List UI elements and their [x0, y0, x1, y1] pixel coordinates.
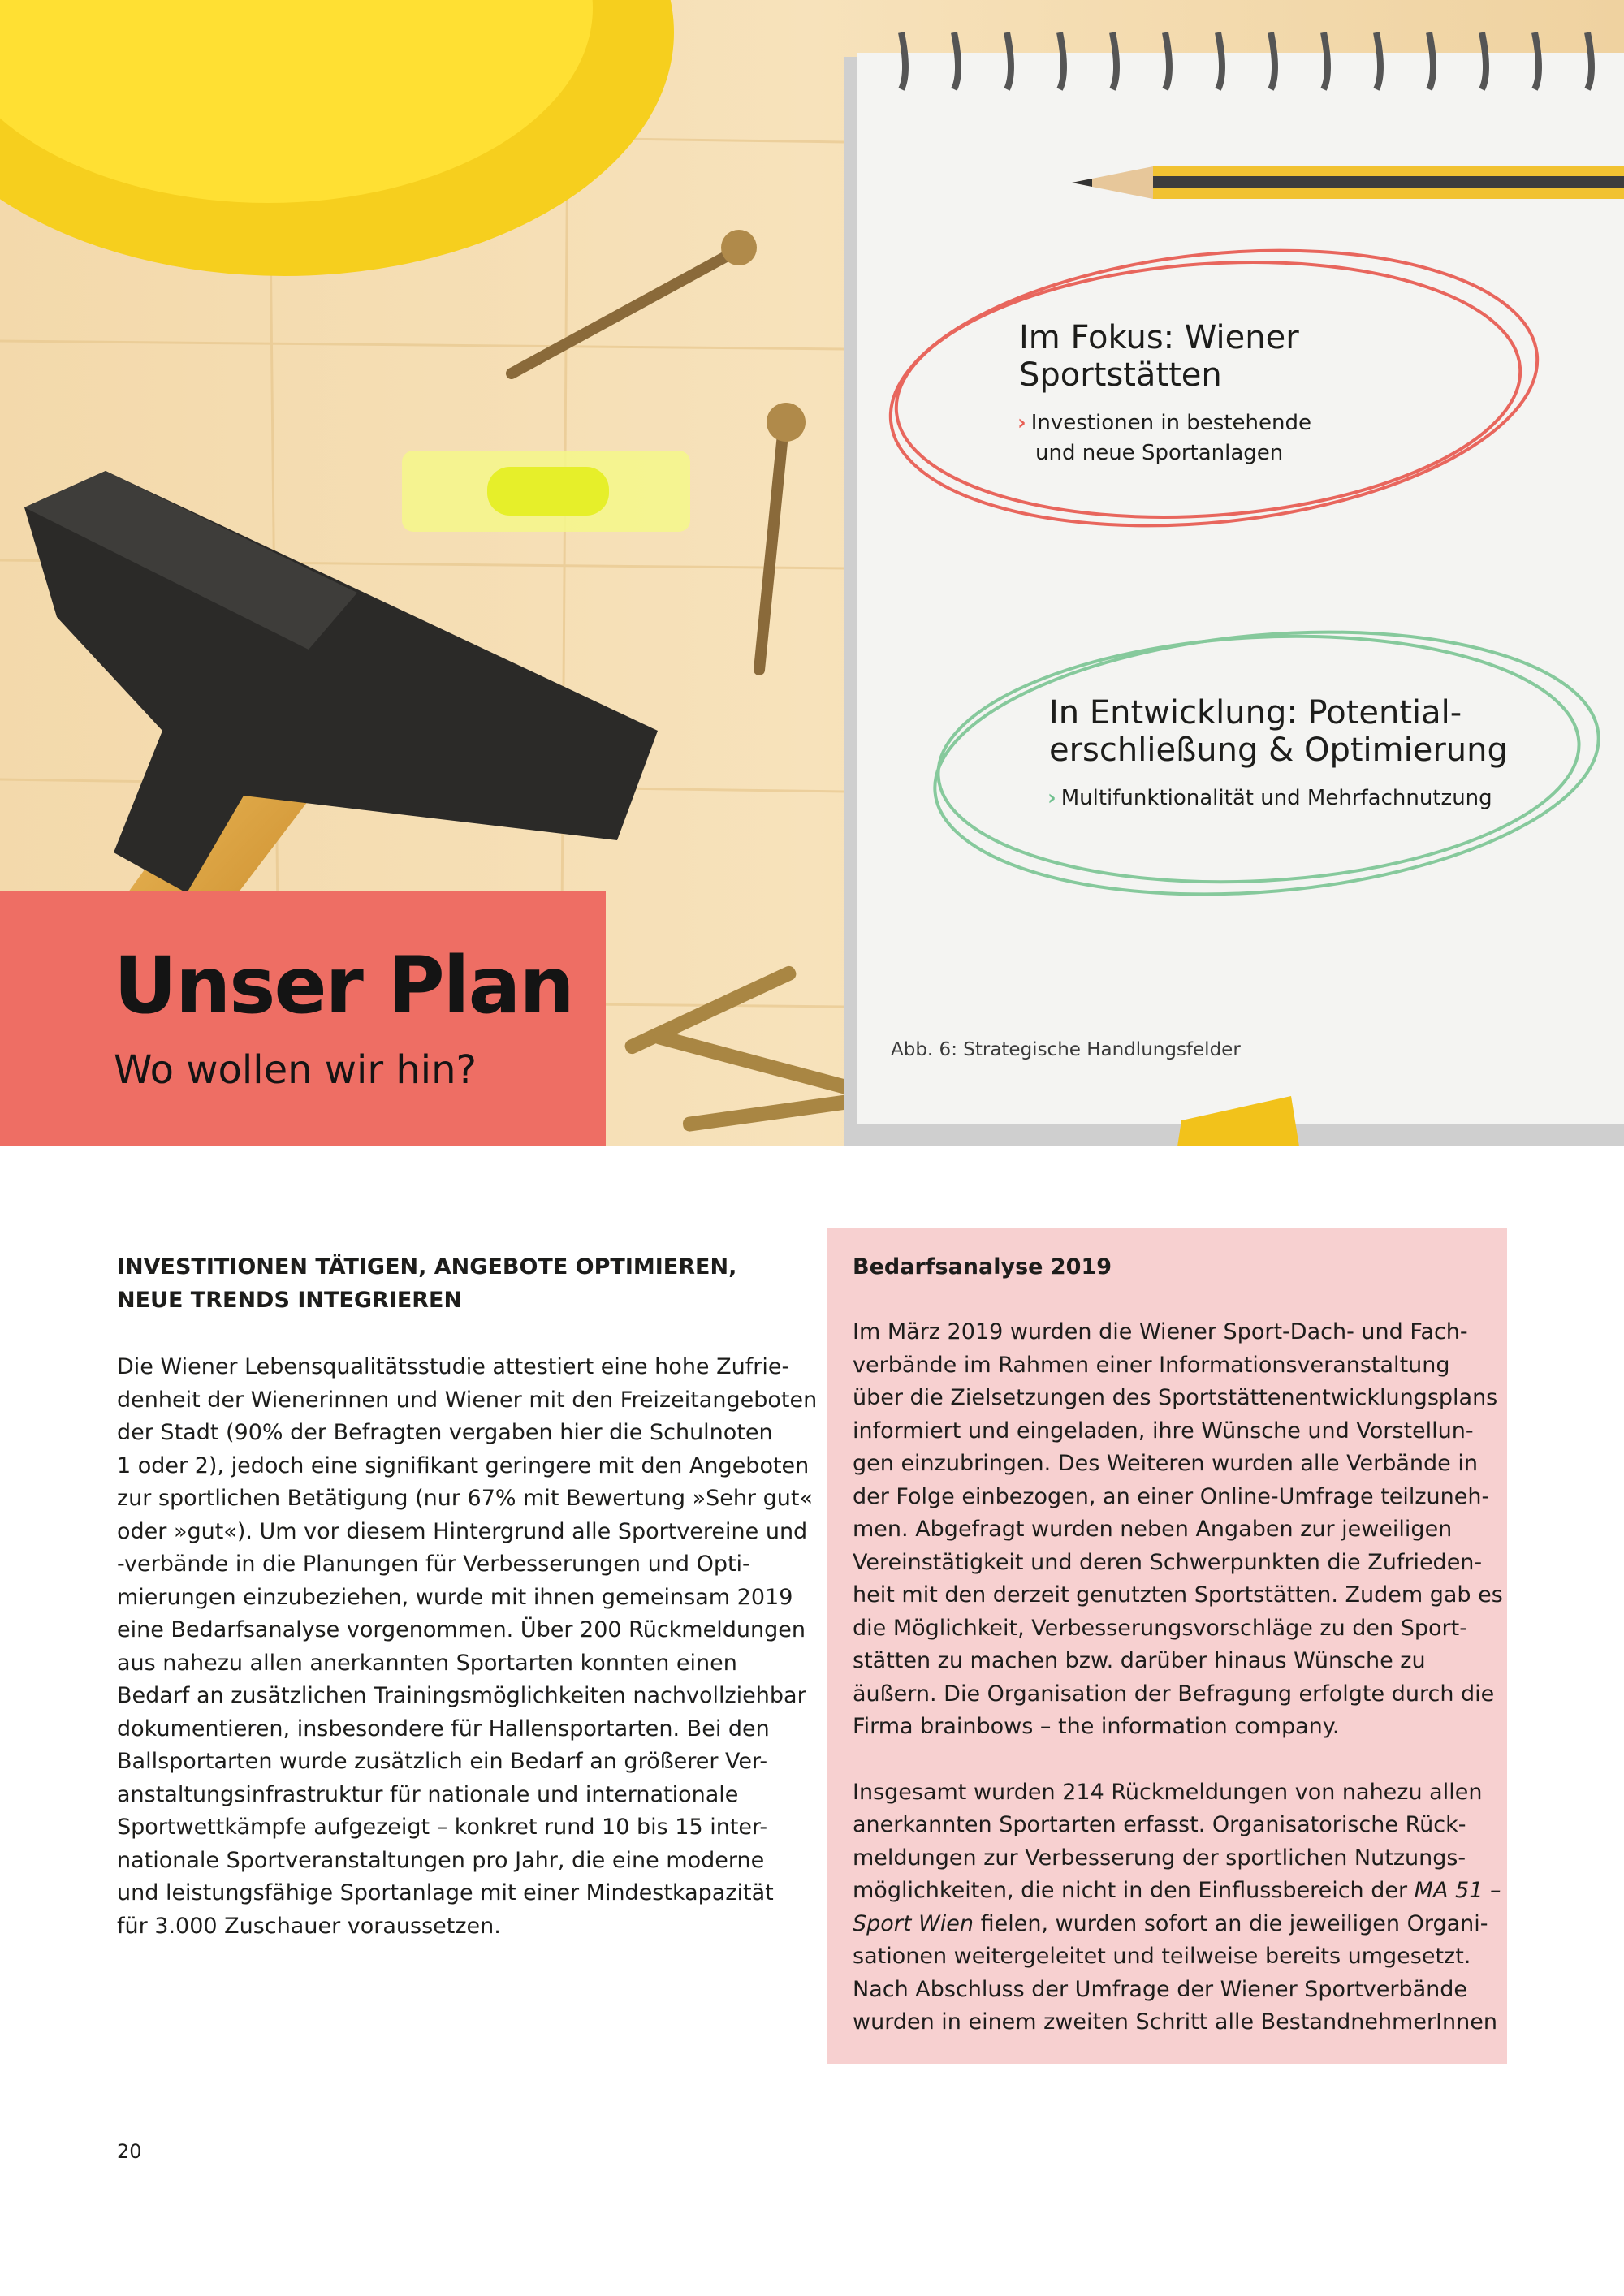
text-line: Insgesamt wurden 214 Rückmeldungen von nahezu allen: [853, 1779, 1483, 1805]
screw-head: [767, 403, 806, 442]
italic-text: MA 51 –: [1414, 1878, 1501, 1903]
text-line: über die Zielsetzungen des Sportstättenentwicklungsplans: [853, 1385, 1498, 1410]
text-line: mierungen einzubeziehen, wurde mit ihnen gemeinsam 2019: [117, 1584, 793, 1610]
chevron-right-icon: ›: [1047, 786, 1056, 810]
text-fragment: möglichkeiten, die nicht in den Einflussbereich der: [853, 1878, 1415, 1903]
sidebar-box: [827, 1228, 1507, 2064]
page-title: Unser Plan: [114, 940, 573, 1031]
text-line: 1 oder 2), jedoch eine signifikant geringere mit den Angeboten: [117, 1452, 810, 1478]
development-title: [1049, 694, 1553, 769]
chevron-right-icon: ›: [1017, 411, 1026, 435]
heading-line: INVESTITIONEN TÄTIGEN, ANGEBOTE OPTIMIEREN,: [117, 1254, 737, 1280]
main-text-column: [117, 1250, 818, 1943]
text-line: Im März 2019 wurden die Wiener Sport-Dach- und Fach-: [853, 1319, 1468, 1344]
text-line: gen einzubringen. Des Weiteren wurden alle Verbände in: [853, 1451, 1478, 1476]
page-number: 20: [117, 2140, 142, 2163]
text-line: zur sportlichen Betätigung (nur 67% mit Bewertung »Sehr gut«: [117, 1486, 813, 1511]
text-line: Nach Abschluss der Umfrage der Wiener Sportverbände: [853, 1976, 1468, 2002]
sidebar-heading: Bedarfsanalyse 2019: [853, 1254, 1112, 1280]
sidebar-paragraph: [853, 1316, 1503, 1744]
text-line: Die Wiener Lebensqualitätsstudie attestiert eine hohe Zufrie-: [117, 1354, 790, 1379]
text-line: men. Abgefragt wurden neben Angaben zur jeweiligen: [853, 1517, 1453, 1542]
text-line: wurden in einem zweiten Schritt alle BestandnehmerInnen: [853, 2009, 1497, 2035]
text-line: und leistungsfähige Sportanlage mit einer Mindestkapazität: [117, 1880, 774, 1905]
sidebar-paragraph: [853, 1776, 1501, 2039]
figure-caption: Abb. 6: Strategische Handlungsfelder: [891, 1039, 1241, 1060]
focus-sub-line: Investionen in bestehende: [1030, 411, 1311, 435]
pencil: [1072, 166, 1624, 199]
text-line: Vereinstätigkeit und deren Schwerpunkten die Zufrieden-: [853, 1549, 1483, 1575]
text-line: sationen weitergeleitet und teilweise bereits umgesetzt.: [853, 1944, 1471, 1969]
screw-head: [721, 230, 757, 265]
heading-line: NEUE TRENDS INTEGRIEREN: [117, 1288, 463, 1313]
text-line: der Stadt (90% der Befragten vergaben hier die Schulnoten: [117, 1420, 773, 1445]
text-line: für 3.000 Zuschauer voraussetzen.: [117, 1913, 501, 1939]
text-line: -verbände in die Planungen für Verbesserungen und Opti-: [117, 1552, 750, 1577]
text-line: eine Bedarfsanalyse vorgenommen. Über 200 Rückmeldungen: [117, 1617, 806, 1642]
text-line: anerkannten Sportarten erfasst. Organisatorische Rück-: [853, 1812, 1466, 1837]
section-heading: [117, 1250, 803, 1317]
text-line: anstaltungsinfrastruktur für nationale und internationale: [117, 1781, 739, 1807]
italic-text: Sport Wien: [853, 1910, 974, 1936]
body-paragraph: [117, 1351, 818, 1943]
focus-sub-line: und neue Sportanlagen: [1035, 441, 1284, 465]
development-subtitle: [1047, 783, 1535, 814]
text-line: aus nahezu allen anerkannten Sportarten konnten einen: [117, 1650, 737, 1676]
focus-subtitle: [1017, 408, 1407, 468]
text-line: Sportwettkämpfe aufgezeigt – konkret rund 10 bis 15 inter-: [117, 1815, 768, 1840]
text-fragment: fielen, wurden sofort an die jeweiligen Organi-: [974, 1910, 1488, 1936]
text-line: nationale Sportveranstaltungen pro Jahr, die eine moderne: [117, 1847, 765, 1873]
text-line: die Möglichkeit, Verbesserungsvorschläge zu den Sport-: [853, 1615, 1467, 1641]
text-line: oder »gut«). Um vor diesem Hintergrund alle Sportvereine und: [117, 1518, 808, 1544]
notebook: [844, 32, 1624, 1146]
text-line: Ballsportarten wurde zusätzlich ein Bedarf an größerer Ver-: [117, 1749, 768, 1774]
focus-title-line: Sportstätten: [1019, 356, 1222, 394]
text-line: verbände im Rahmen einer Informationsveranstaltung: [853, 1352, 1450, 1378]
text-line: Firma brainbows – the information company.: [853, 1714, 1340, 1739]
development-title-line: In Entwicklung: Potential-: [1049, 694, 1462, 732]
text-line: informiert und eingeladen, ihre Wünsche und Vorstellun-: [853, 1418, 1474, 1444]
spirit-level: [402, 451, 690, 532]
text-line: Bedarf an zusätzlichen Trainingsmöglichkeiten nachvollziehbar: [117, 1683, 806, 1708]
text-line: denheit der Wienerinnen und Wiener mit den Freizeitangeboten: [117, 1387, 818, 1413]
focus-title: [1019, 319, 1441, 394]
development-title-line: erschließung & Optimierung: [1049, 732, 1508, 769]
page-subtitle: Wo wollen wir hin?: [114, 1047, 477, 1093]
text-line: heit mit den derzeit genutzten Sportstätten. Zudem gab es: [853, 1582, 1503, 1608]
text-line: stätten zu machen bzw. darüber hinaus Wünsche zu: [853, 1648, 1426, 1673]
development-sub-line: Multifunktionalität und Mehrfachnutzung: [1060, 786, 1492, 810]
focus-title-line: Im Fokus: Wiener: [1019, 319, 1299, 356]
text-line: der Folge einbezogen, an einer Online-Umfrage teilzuneh-: [853, 1483, 1490, 1509]
text-line: dokumentieren, insbesondere für Hallensportarten. Bei den: [117, 1716, 770, 1741]
text-line: äußern. Die Organisation der Befragung erfolgte durch die: [853, 1681, 1495, 1707]
text-line: meldungen zur Verbesserung der sportlichen Nutzungs-: [853, 1845, 1466, 1871]
